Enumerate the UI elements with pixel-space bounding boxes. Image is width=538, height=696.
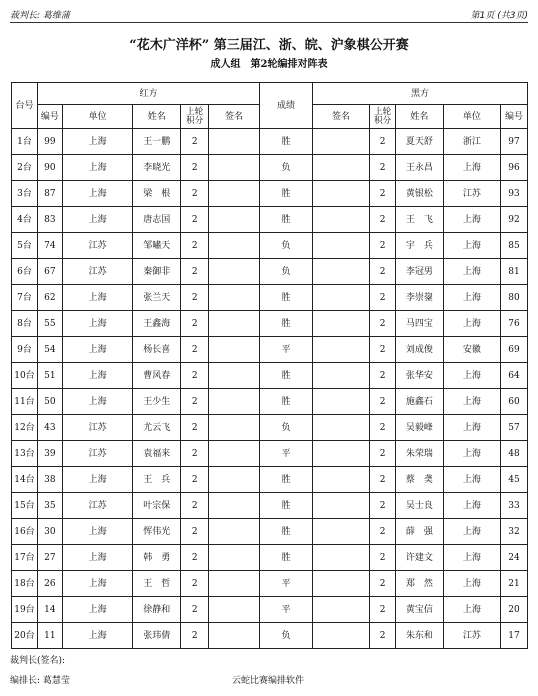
red-unit-cell: 上海 — [62, 337, 133, 363]
red-name-cell: 叶宗保 — [133, 493, 181, 519]
result-cell: 胜 — [260, 389, 313, 415]
arranger: 编排长: 葛慧莹 — [10, 676, 70, 686]
black-no-cell: 92 — [500, 207, 527, 233]
black-prev-score-cell: 2 — [370, 207, 396, 233]
red-no-cell: 54 — [37, 337, 62, 363]
black-unit-cell: 江苏 — [443, 623, 500, 649]
black-prev-score-cell: 2 — [370, 181, 396, 207]
table-row — [12, 337, 528, 363]
red-sign-cell — [209, 259, 260, 285]
table-no-cell: 11台 — [12, 389, 38, 415]
red-sign-cell — [209, 545, 260, 571]
table-no-cell: 15台 — [12, 493, 38, 519]
black-prev-score-cell: 2 — [370, 571, 396, 597]
black-name-cell: 黄银松 — [396, 181, 444, 207]
red-no-cell: 35 — [37, 493, 62, 519]
black-no-cell: 33 — [500, 493, 527, 519]
prev-label-1: 上轮 — [186, 106, 204, 117]
prev-label-2: 积分 — [374, 115, 392, 126]
prev-label-1: 上轮 — [374, 106, 392, 117]
table-row — [12, 285, 528, 311]
table-no-cell: 9台 — [12, 337, 38, 363]
table-row — [12, 155, 528, 181]
page-header — [10, 8, 528, 22]
black-unit-cell: 上海 — [443, 519, 500, 545]
col-red-sign: 签名 — [209, 105, 260, 129]
red-prev-score-cell: 2 — [181, 597, 209, 623]
black-no-cell: 32 — [500, 519, 527, 545]
red-name-cell: 张兰天 — [133, 285, 181, 311]
red-name-cell: 张玮倩 — [133, 623, 181, 649]
table-row — [12, 311, 528, 337]
black-prev-score-cell: 2 — [370, 623, 396, 649]
black-sign-cell — [313, 467, 370, 493]
red-sign-cell — [209, 493, 260, 519]
red-no-cell: 62 — [37, 285, 62, 311]
red-prev-score-cell: 2 — [181, 545, 209, 571]
pairing-table — [11, 82, 528, 649]
black-name-cell: 刘成俊 — [396, 337, 444, 363]
black-no-cell: 93 — [500, 181, 527, 207]
red-prev-score-cell: 2 — [181, 337, 209, 363]
table-no-cell: 4台 — [12, 207, 38, 233]
black-sign-cell — [313, 623, 370, 649]
red-sign-cell — [209, 233, 260, 259]
black-prev-score-cell: 2 — [370, 363, 396, 389]
referee-sign: 裁判长(签名): — [10, 656, 66, 666]
red-no-cell: 55 — [37, 311, 62, 337]
result-cell: 胜 — [260, 285, 313, 311]
red-sign-cell — [209, 571, 260, 597]
red-prev-score-cell: 2 — [181, 181, 209, 207]
table-row — [12, 129, 528, 155]
table-row — [12, 597, 528, 623]
black-name-cell: 夏天舒 — [396, 129, 444, 155]
red-no-cell: 27 — [37, 545, 62, 571]
black-sign-cell — [313, 493, 370, 519]
col-black-prev-score — [370, 105, 396, 129]
red-no-cell: 43 — [37, 415, 62, 441]
red-name-cell: 韩 勇 — [133, 545, 181, 571]
red-name-cell: 王 兵 — [133, 467, 181, 493]
black-prev-score-cell: 2 — [370, 337, 396, 363]
red-sign-cell — [209, 467, 260, 493]
black-name-cell: 蔡 䶮 — [396, 467, 444, 493]
black-prev-score-cell: 2 — [370, 155, 396, 181]
red-unit-cell: 上海 — [62, 285, 133, 311]
result-cell: 负 — [260, 415, 313, 441]
red-sign-cell — [209, 441, 260, 467]
black-prev-score-cell: 2 — [370, 311, 396, 337]
black-name-cell: 郑 然 — [396, 571, 444, 597]
table-no-cell: 18台 — [12, 571, 38, 597]
red-sign-cell — [209, 415, 260, 441]
result-cell: 胜 — [260, 467, 313, 493]
result-cell: 平 — [260, 441, 313, 467]
software-name: 云蛇比赛编排软件 — [232, 676, 305, 686]
table-no-cell: 3台 — [12, 181, 38, 207]
table-no-cell: 7台 — [12, 285, 38, 311]
black-no-cell: 45 — [500, 467, 527, 493]
result-cell: 胜 — [260, 181, 313, 207]
red-name-cell: 袁福来 — [133, 441, 181, 467]
red-sign-cell — [209, 389, 260, 415]
black-unit-cell: 上海 — [443, 545, 500, 571]
result-cell: 胜 — [260, 363, 313, 389]
header-rule — [10, 22, 528, 23]
black-sign-cell — [313, 337, 370, 363]
black-unit-cell: 上海 — [443, 311, 500, 337]
black-unit-cell: 上海 — [443, 493, 500, 519]
red-name-cell: 恽伟光 — [133, 519, 181, 545]
red-prev-score-cell: 2 — [181, 467, 209, 493]
red-prev-score-cell: 2 — [181, 493, 209, 519]
table-row — [12, 181, 528, 207]
black-unit-cell: 上海 — [443, 571, 500, 597]
table-row — [12, 623, 528, 649]
black-no-cell: 80 — [500, 285, 527, 311]
red-unit-cell: 江苏 — [62, 415, 133, 441]
table-no-cell: 12台 — [12, 415, 38, 441]
col-black-name: 姓名 — [396, 105, 444, 129]
red-prev-score-cell: 2 — [181, 207, 209, 233]
result-cell: 胜 — [260, 519, 313, 545]
black-sign-cell — [313, 389, 370, 415]
red-unit-cell: 上海 — [62, 467, 133, 493]
black-no-cell: 24 — [500, 545, 527, 571]
black-no-cell: 60 — [500, 389, 527, 415]
black-name-cell: 朱荣瑞 — [396, 441, 444, 467]
red-prev-score-cell: 2 — [181, 311, 209, 337]
red-no-cell: 14 — [37, 597, 62, 623]
black-name-cell: 吴毅峰 — [396, 415, 444, 441]
table-row — [12, 233, 528, 259]
black-unit-cell: 上海 — [443, 233, 500, 259]
page-indicator: 第1页 (共3页) — [470, 11, 528, 21]
table-no-cell: 8台 — [12, 311, 38, 337]
red-name-cell: 王少生 — [133, 389, 181, 415]
table-no-cell: 17台 — [12, 545, 38, 571]
red-name-cell: 李晓光 — [133, 155, 181, 181]
red-unit-cell: 江苏 — [62, 493, 133, 519]
table-no-cell: 2台 — [12, 155, 38, 181]
black-no-cell: 85 — [500, 233, 527, 259]
table-no-cell: 6台 — [12, 259, 38, 285]
table-row — [12, 545, 528, 571]
table-no-cell: 19台 — [12, 597, 38, 623]
referee-label: 裁判长: 葛维蒲 — [10, 11, 70, 21]
black-name-cell: 宇 兵 — [396, 233, 444, 259]
red-name-cell: 王 哲 — [133, 571, 181, 597]
result-cell: 负 — [260, 259, 313, 285]
result-cell: 胜 — [260, 129, 313, 155]
red-sign-cell — [209, 207, 260, 233]
red-unit-cell: 上海 — [62, 181, 133, 207]
black-sign-cell — [313, 415, 370, 441]
black-sign-cell — [313, 441, 370, 467]
red-unit-cell: 上海 — [62, 311, 133, 337]
red-no-cell: 26 — [37, 571, 62, 597]
red-sign-cell — [209, 285, 260, 311]
black-no-cell: 21 — [500, 571, 527, 597]
result-cell: 负 — [260, 623, 313, 649]
red-no-cell: 99 — [37, 129, 62, 155]
black-unit-cell: 上海 — [443, 155, 500, 181]
col-table-no: 台号 — [12, 83, 38, 129]
page-subtitle: 成人组 第2轮编排对阵表 — [210, 59, 328, 70]
col-red-no: 编号 — [37, 105, 62, 129]
red-side-header: 红方 — [37, 83, 259, 105]
red-sign-cell — [209, 311, 260, 337]
page-title: “花木广洋杯” 第三届江、浙、皖、沪象棋公开赛 — [129, 38, 409, 53]
result-cell: 胜 — [260, 493, 313, 519]
table-row — [12, 493, 528, 519]
red-no-cell: 30 — [37, 519, 62, 545]
red-unit-cell: 江苏 — [62, 233, 133, 259]
black-sign-cell — [313, 597, 370, 623]
red-unit-cell: 上海 — [62, 129, 133, 155]
black-prev-score-cell: 2 — [370, 545, 396, 571]
red-prev-score-cell: 2 — [181, 259, 209, 285]
black-name-cell: 李冠男 — [396, 259, 444, 285]
black-prev-score-cell: 2 — [370, 285, 396, 311]
result-cell: 胜 — [260, 545, 313, 571]
table-no-cell: 5台 — [12, 233, 38, 259]
table-row — [12, 467, 528, 493]
black-no-cell: 97 — [500, 129, 527, 155]
black-sign-cell — [313, 233, 370, 259]
red-unit-cell: 上海 — [62, 389, 133, 415]
black-name-cell: 吴士良 — [396, 493, 444, 519]
result-cell: 胜 — [260, 311, 313, 337]
red-no-cell: 51 — [37, 363, 62, 389]
red-prev-score-cell: 2 — [181, 415, 209, 441]
table-row — [12, 519, 528, 545]
red-unit-cell: 上海 — [62, 519, 133, 545]
black-no-cell: 76 — [500, 311, 527, 337]
black-unit-cell: 上海 — [443, 415, 500, 441]
table-no-cell: 14台 — [12, 467, 38, 493]
black-prev-score-cell: 2 — [370, 415, 396, 441]
table-row — [12, 259, 528, 285]
black-name-cell: 张华安 — [396, 363, 444, 389]
red-sign-cell — [209, 129, 260, 155]
red-unit-cell: 江苏 — [62, 259, 133, 285]
red-prev-score-cell: 2 — [181, 129, 209, 155]
red-name-cell: 唐志国 — [133, 207, 181, 233]
red-prev-score-cell: 2 — [181, 363, 209, 389]
black-prev-score-cell: 2 — [370, 441, 396, 467]
red-name-cell: 曹风春 — [133, 363, 181, 389]
black-unit-cell: 上海 — [443, 363, 500, 389]
result-cell: 负 — [260, 155, 313, 181]
red-unit-cell: 上海 — [62, 623, 133, 649]
black-unit-cell: 上海 — [443, 389, 500, 415]
black-side-header: 黑方 — [313, 83, 528, 105]
red-no-cell: 87 — [37, 181, 62, 207]
col-black-unit: 单位 — [443, 105, 500, 129]
black-prev-score-cell: 2 — [370, 519, 396, 545]
col-red-name: 姓名 — [133, 105, 181, 129]
table-no-cell: 16台 — [12, 519, 38, 545]
black-sign-cell — [313, 571, 370, 597]
black-name-cell: 朱东和 — [396, 623, 444, 649]
red-prev-score-cell: 2 — [181, 389, 209, 415]
red-no-cell: 50 — [37, 389, 62, 415]
red-name-cell: 杨长喜 — [133, 337, 181, 363]
col-red-prev-score — [181, 105, 209, 129]
red-prev-score-cell: 2 — [181, 441, 209, 467]
black-sign-cell — [313, 155, 370, 181]
black-sign-cell — [313, 259, 370, 285]
black-prev-score-cell: 2 — [370, 467, 396, 493]
red-name-cell: 邹嘯天 — [133, 233, 181, 259]
black-no-cell: 48 — [500, 441, 527, 467]
black-unit-cell: 上海 — [443, 467, 500, 493]
red-no-cell: 39 — [37, 441, 62, 467]
black-name-cell: 王永昌 — [396, 155, 444, 181]
red-unit-cell: 上海 — [62, 571, 133, 597]
red-name-cell: 秦御非 — [133, 259, 181, 285]
black-sign-cell — [313, 519, 370, 545]
black-name-cell: 李崇鋆 — [396, 285, 444, 311]
black-prev-score-cell: 2 — [370, 129, 396, 155]
red-unit-cell: 上海 — [62, 597, 133, 623]
black-unit-cell: 安徽 — [443, 337, 500, 363]
red-no-cell: 11 — [37, 623, 62, 649]
col-result: 成绩 — [260, 83, 313, 129]
black-name-cell: 薛 强 — [396, 519, 444, 545]
black-prev-score-cell: 2 — [370, 233, 396, 259]
red-unit-cell: 上海 — [62, 155, 133, 181]
red-no-cell: 38 — [37, 467, 62, 493]
table-no-cell: 13台 — [12, 441, 38, 467]
black-no-cell: 57 — [500, 415, 527, 441]
black-sign-cell — [313, 285, 370, 311]
black-sign-cell — [313, 311, 370, 337]
red-sign-cell — [209, 597, 260, 623]
red-sign-cell — [209, 337, 260, 363]
black-prev-score-cell: 2 — [370, 597, 396, 623]
black-prev-score-cell: 2 — [370, 259, 396, 285]
red-unit-cell: 上海 — [62, 545, 133, 571]
black-no-cell: 96 — [500, 155, 527, 181]
black-no-cell: 64 — [500, 363, 527, 389]
black-name-cell: 黄宝信 — [396, 597, 444, 623]
black-no-cell: 81 — [500, 259, 527, 285]
red-prev-score-cell: 2 — [181, 571, 209, 597]
red-name-cell: 王一鹏 — [133, 129, 181, 155]
table-row — [12, 363, 528, 389]
result-cell: 胜 — [260, 207, 313, 233]
red-prev-score-cell: 2 — [181, 285, 209, 311]
red-sign-cell — [209, 519, 260, 545]
red-unit-cell: 上海 — [62, 363, 133, 389]
black-unit-cell: 江苏 — [443, 181, 500, 207]
table-row — [12, 415, 528, 441]
black-unit-cell: 上海 — [443, 441, 500, 467]
black-no-cell: 69 — [500, 337, 527, 363]
result-cell: 平 — [260, 337, 313, 363]
red-sign-cell — [209, 181, 260, 207]
black-sign-cell — [313, 181, 370, 207]
red-unit-cell: 上海 — [62, 207, 133, 233]
table-row — [12, 571, 528, 597]
black-name-cell: 马四宝 — [396, 311, 444, 337]
black-unit-cell: 上海 — [443, 259, 500, 285]
result-cell: 负 — [260, 233, 313, 259]
prev-label-2: 积分 — [186, 115, 204, 126]
black-name-cell: 王 飞 — [396, 207, 444, 233]
black-name-cell: 许建文 — [396, 545, 444, 571]
red-prev-score-cell: 2 — [181, 623, 209, 649]
result-cell: 平 — [260, 597, 313, 623]
red-no-cell: 74 — [37, 233, 62, 259]
red-no-cell: 83 — [37, 207, 62, 233]
red-sign-cell — [209, 363, 260, 389]
red-name-cell: 徐静和 — [133, 597, 181, 623]
black-prev-score-cell: 2 — [370, 389, 396, 415]
black-sign-cell — [313, 363, 370, 389]
black-unit-cell: 浙江 — [443, 129, 500, 155]
col-red-unit: 单位 — [62, 105, 133, 129]
black-sign-cell — [313, 207, 370, 233]
red-name-cell: 梁 根 — [133, 181, 181, 207]
black-unit-cell: 上海 — [443, 207, 500, 233]
black-prev-score-cell: 2 — [370, 493, 396, 519]
red-name-cell: 王鑫海 — [133, 311, 181, 337]
table-row — [12, 207, 528, 233]
black-unit-cell: 上海 — [443, 597, 500, 623]
red-no-cell: 90 — [37, 155, 62, 181]
col-black-sign: 签名 — [313, 105, 370, 129]
red-sign-cell — [209, 155, 260, 181]
black-sign-cell — [313, 129, 370, 155]
result-cell: 平 — [260, 571, 313, 597]
red-no-cell: 67 — [37, 259, 62, 285]
table-no-cell: 20台 — [12, 623, 38, 649]
col-black-no: 编号 — [500, 105, 527, 129]
table-row — [12, 389, 528, 415]
table-no-cell: 10台 — [12, 363, 38, 389]
red-prev-score-cell: 2 — [181, 155, 209, 181]
black-name-cell: 施鑫石 — [396, 389, 444, 415]
red-sign-cell — [209, 623, 260, 649]
red-prev-score-cell: 2 — [181, 519, 209, 545]
table-row — [12, 441, 528, 467]
red-prev-score-cell: 2 — [181, 233, 209, 259]
red-unit-cell: 江苏 — [62, 441, 133, 467]
red-name-cell: 尤云飞 — [133, 415, 181, 441]
black-no-cell: 20 — [500, 597, 527, 623]
black-no-cell: 17 — [500, 623, 527, 649]
black-unit-cell: 上海 — [443, 285, 500, 311]
black-sign-cell — [313, 545, 370, 571]
table-no-cell: 1台 — [12, 129, 38, 155]
